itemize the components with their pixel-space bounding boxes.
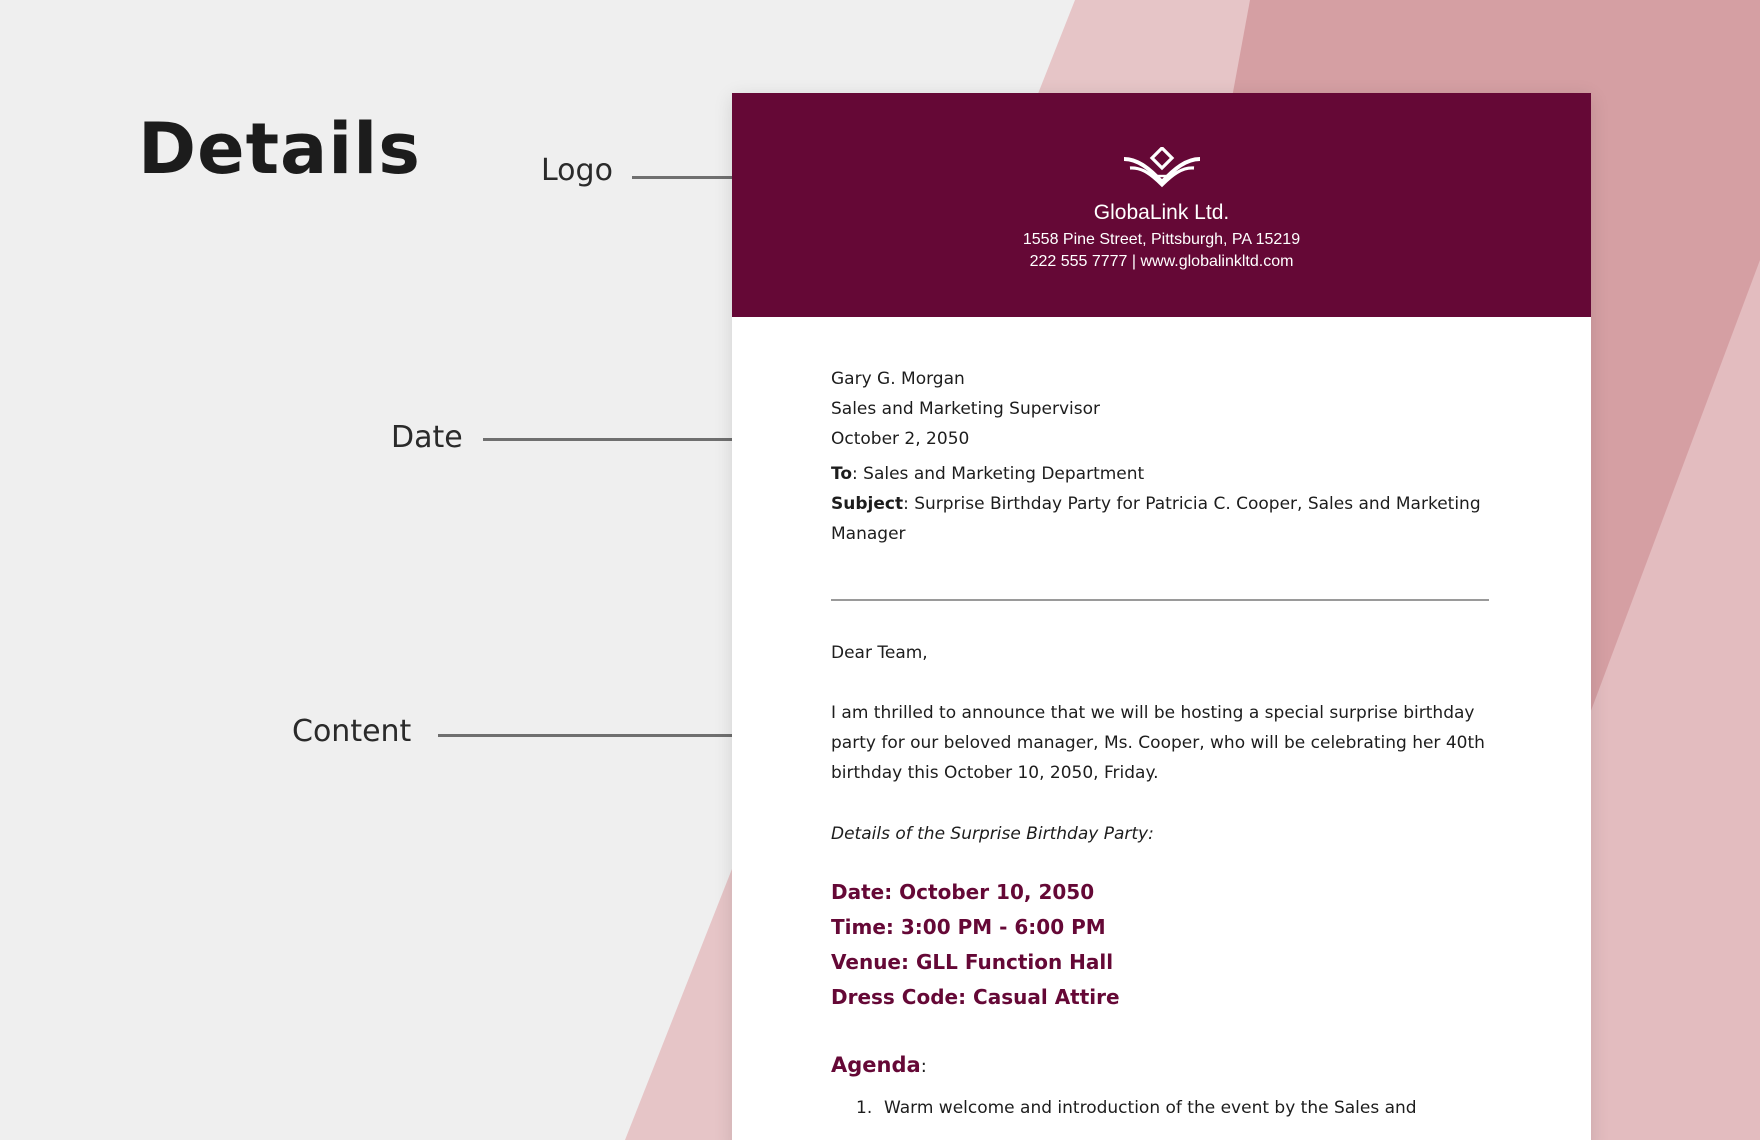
details-heading: Details of the Surprise Birthday Party: <box>831 824 1154 844</box>
sender-block <box>831 364 1491 454</box>
globalink-wing-logo-icon <box>1122 147 1202 189</box>
sender-name: Gary G. Morgan <box>831 369 965 389</box>
page-heading: Details <box>138 108 421 190</box>
agenda-title-colon: : <box>920 1056 927 1077</box>
agenda-title-text: Agenda <box>831 1053 921 1077</box>
to-label: To <box>831 464 853 484</box>
detail-time: Time: 3:00 PM - 6:00 PM <box>831 915 1106 939</box>
to-line <box>831 459 1491 489</box>
letterhead <box>732 93 1591 317</box>
agenda-item-number: 1. <box>856 1098 873 1118</box>
agenda-item-text: Warm welcome and introduction of the event by the Sales and <box>884 1098 1417 1118</box>
detail-date: Date: October 10, 2050 <box>831 880 1095 904</box>
sender-title: Sales and Marketing Supervisor <box>831 399 1101 419</box>
agenda-item <box>856 1093 1476 1123</box>
memo-divider <box>831 599 1489 601</box>
recipient-block <box>831 459 1491 549</box>
intro-paragraph: I am thrilled to announce that we will be hosting a special surprise birthday party for our beloved manager, Ms. Cooper, who will be celebrating her 40th birthday this October 10, 2050, Friday. <box>831 703 1485 783</box>
agenda-title <box>831 1053 927 1077</box>
callout-label-content: Content <box>292 714 412 749</box>
memo-document <box>732 93 1591 1140</box>
callout-label-date: Date <box>391 420 463 455</box>
to-value: : Sales and Marketing Department <box>852 464 1145 484</box>
company-address: 1558 Pine Street, Pittsburgh, PA 15219 <box>1022 231 1301 248</box>
company-contact: 222 555 7777 | www.globalinkltd.com <box>1029 253 1294 270</box>
memo-date: October 2, 2050 <box>831 429 970 449</box>
company-name: GlobaLink Ltd. <box>1093 201 1230 224</box>
detail-venue: Venue: GLL Function Hall <box>831 950 1114 974</box>
subject-value: : Surprise Birthday Party for Patricia C. Cooper, Sales and Marketing Manager <box>831 494 1481 544</box>
detail-dress-code: Dress Code: Casual Attire <box>831 985 1120 1009</box>
greeting: Dear Team, <box>831 643 928 663</box>
callout-label-logo: Logo <box>541 153 613 188</box>
subject-label: Subject <box>831 494 904 514</box>
subject-line <box>831 489 1491 549</box>
